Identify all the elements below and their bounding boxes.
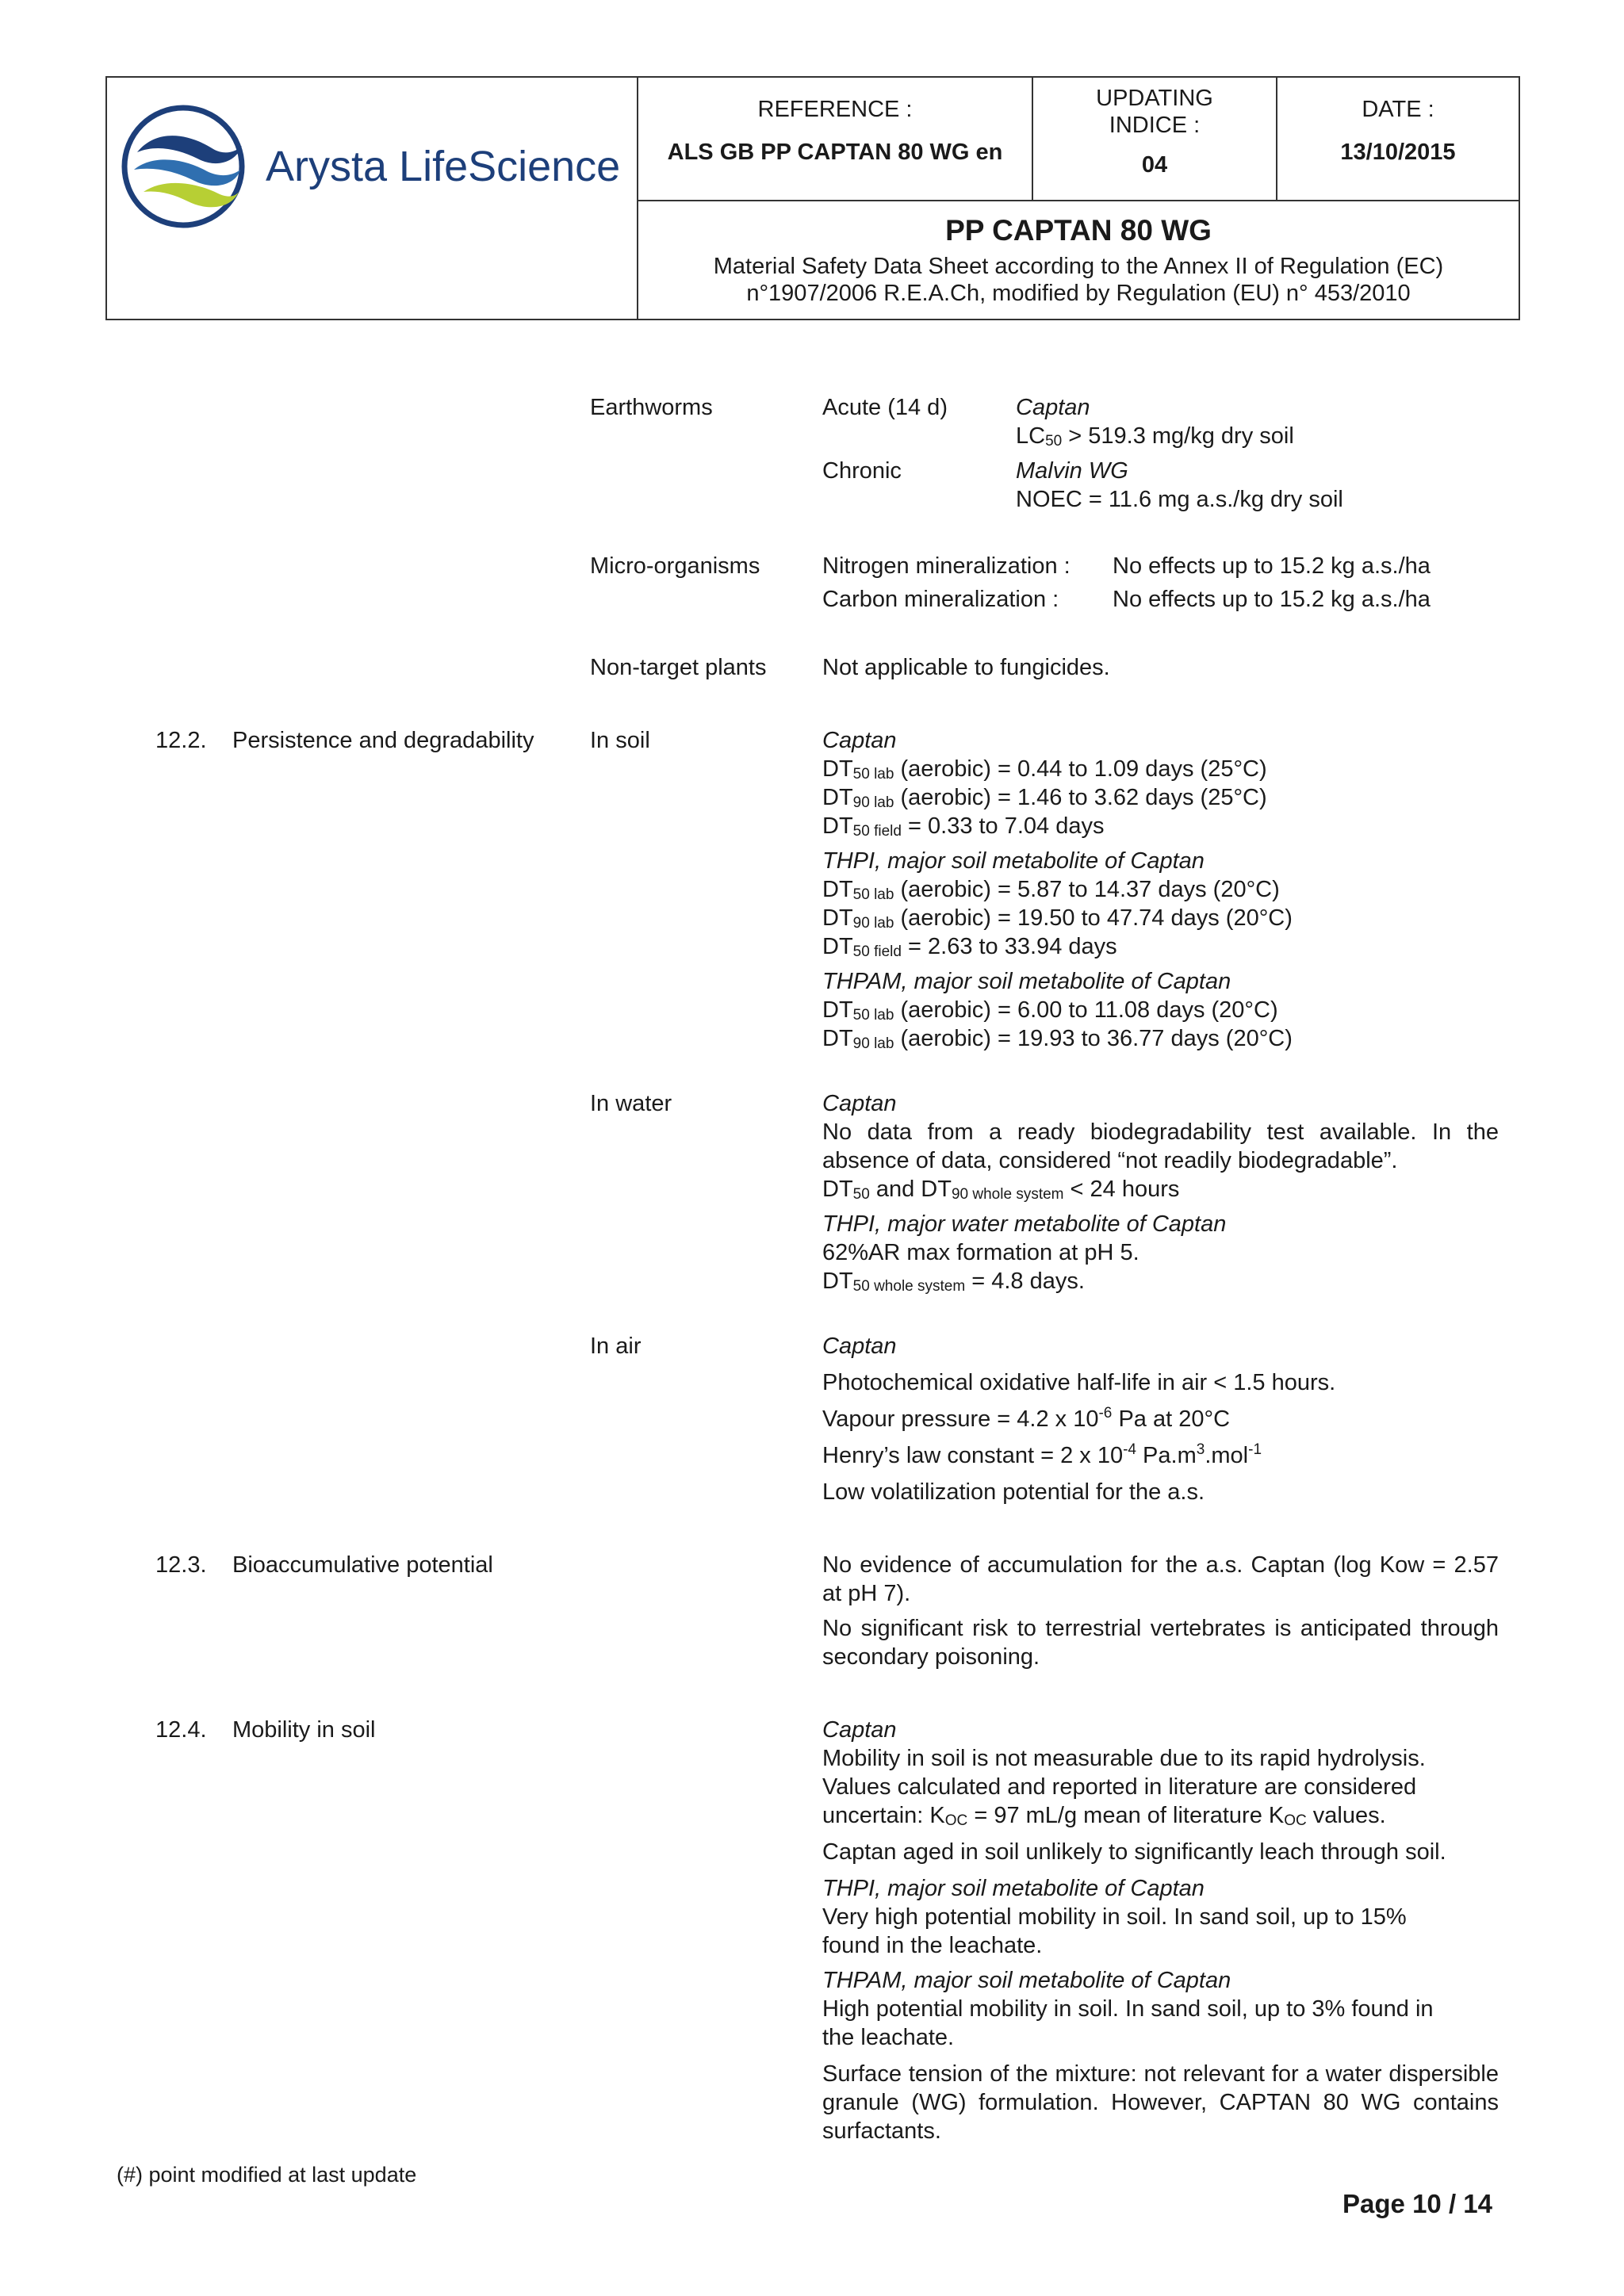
mobility-line: High potential mobility in soil. In sand soil, up to 3% found in	[822, 1996, 1434, 2022]
company-logo	[120, 103, 627, 230]
dt-line: DT50 field = 2.63 to 33.94 days	[822, 934, 1117, 960]
nontarget-label: Non-target plants	[590, 655, 767, 680]
mobility-line: Mobility in soil is not measurable due to its rapid hydrolysis.	[822, 1746, 1426, 1771]
header-subtitle: n°1907/2006 R.E.A.Ch, modified by Regulation (EU) n° 453/2010	[746, 281, 1411, 306]
in-water-label: In water	[590, 1091, 672, 1116]
section-number: 12.3.	[155, 1552, 207, 1578]
section-title: Bioaccumulative potential	[232, 1552, 493, 1578]
earthworms-label: Earthworms	[590, 395, 713, 420]
dt-line: DT90 lab (aerobic) = 19.50 to 47.74 days (20°C)	[822, 905, 1293, 932]
air-line: Photochemical oxidative half-life in air < 1.5 hours.	[822, 1370, 1336, 1395]
updating-label: INDICE :	[1109, 113, 1201, 138]
acute-label: Acute (14 d)	[822, 395, 948, 420]
mobility-line: Captan aged in soil unlikely to significantly leach through soil.	[822, 1839, 1446, 1865]
dt-line: DT50 and DT90 whole system < 24 hours	[822, 1177, 1180, 1203]
date-label: DATE :	[1362, 97, 1434, 122]
dt-line: DT50 whole system = 4.8 days.	[822, 1269, 1085, 1295]
dt-line: DT50 lab (aerobic) = 5.87 to 14.37 days (20°C)	[822, 877, 1280, 903]
nitrogen-value: No effects up to 15.2 kg a.s./ha	[1113, 553, 1431, 579]
metabolite-heading: THPI, major water metabolite of Captan	[822, 1211, 1227, 1237]
updating-label: UPDATING	[1096, 86, 1213, 111]
air-line: Vapour pressure = 4.2 x $10^{-6}$ Pa at 20°C	[822, 1405, 1231, 1432]
reference-value: ALS GB PP CAPTAN 80 WG en	[667, 140, 1003, 165]
header-divider	[637, 200, 1519, 201]
in-soil-label: In soil	[590, 728, 650, 753]
dt-line: DT90 lab (aerobic) = 1.46 to 3.62 days (25°C)	[822, 785, 1267, 811]
header-subtitle: Material Safety Data Sheet according to the Annex II of Regulation (EC)	[713, 254, 1444, 279]
updating-value: 04	[1141, 152, 1168, 178]
metabolite-heading: THPI, major soil metabolite of Captan	[822, 1876, 1205, 1901]
section-number: 12.2.	[155, 728, 207, 753]
metabolite-heading: THPAM, major soil metabolite of Captan	[822, 969, 1231, 994]
date-value: 13/10/2015	[1340, 140, 1456, 165]
surface-tension-paragraph: Surface tension of the mixture: not relevant for a water dispersible granule (WG) formulation. However, CAPTAN 80 WG contains surfactants.	[822, 2061, 1499, 2144]
substance-name: Malvin WG	[1016, 458, 1128, 484]
dt-line: DT50 field = 0.33 to 7.04 days	[822, 813, 1105, 840]
section-title: Persistence and degradability	[232, 728, 534, 753]
substance-name: Captan	[822, 1717, 897, 1743]
dt-line: DT90 lab (aerobic) = 19.93 to 36.77 days (20°C)	[822, 1026, 1293, 1052]
section-title: Mobility in soil	[232, 1717, 376, 1743]
document-header	[105, 76, 1520, 320]
logo-wordmark: Arysta LifeScience	[266, 143, 621, 190]
mobility-line: found in the leachate.	[822, 1933, 1043, 1958]
substance-name: Captan	[822, 728, 897, 753]
metabolite-heading: THPI, major soil metabolite of Captan	[822, 848, 1205, 874]
acute-value: LC50 > 519.3 mg/kg dry soil	[1016, 423, 1294, 450]
air-line: Henry’s law constant = 2 x $10^{-4}$ $Pa.m^3.mol^{-1}$	[822, 1441, 1262, 1468]
metabolite-heading: THPAM, major soil metabolite of Captan	[822, 1968, 1231, 1993]
nitrogen-label: Nitrogen mineralization :	[822, 553, 1071, 579]
section-number: 12.4.	[155, 1717, 207, 1743]
bioaccumulation-paragraph: No significant risk to terrestrial vertebrates is anticipated through secondary poisoning.	[822, 1616, 1499, 1670]
product-title: PP CAPTAN 80 WG	[945, 214, 1212, 247]
nontarget-value: Not applicable to fungicides.	[822, 655, 1110, 680]
bioaccumulation-paragraph: No evidence of accumulation for the a.s. Captan (log Kow = 2.57 at pH 7).	[822, 1552, 1499, 1606]
mobility-line: Very high potential mobility in soil. In sand soil, up to 15%	[822, 1904, 1407, 1930]
page-number: Page 10 / 14	[1342, 2189, 1492, 2218]
logo-emblem-icon	[120, 103, 247, 230]
air-line: Low volatilization potential for the a.s.	[822, 1479, 1205, 1505]
mobility-line: the leachate.	[822, 2025, 955, 2050]
water-paragraph: No data from a ready biodegradability test available. In the absence of data, considered “not readily biodegradable”.	[822, 1119, 1499, 1173]
substance-name: Captan	[822, 1091, 897, 1116]
mobility-line: uncertain: KOC = 97 mL/g mean of literature KOC values.	[822, 1803, 1386, 1829]
dt-line: DT50 lab (aerobic) = 0.44 to 1.09 days (25°C)	[822, 756, 1267, 783]
substance-name: Captan	[1016, 395, 1090, 420]
mobility-line: Values calculated and reported in literature are considered	[822, 1774, 1417, 1800]
footer-note: (#) point modified at last update	[117, 2163, 417, 2187]
chronic-label: Chronic	[822, 458, 902, 484]
dt-line: DT50 lab (aerobic) = 6.00 to 11.08 days (20°C)	[822, 997, 1278, 1024]
water-line: 62%AR max formation at pH 5.	[822, 1240, 1139, 1265]
chronic-value: NOEC = 11.6 mg a.s./kg dry soil	[1016, 487, 1343, 512]
in-air-label: In air	[590, 1334, 642, 1359]
carbon-value: No effects up to 15.2 kg a.s./ha	[1113, 587, 1431, 612]
substance-name: Captan	[822, 1334, 897, 1359]
carbon-label: Carbon mineralization :	[822, 587, 1059, 612]
micro-label: Micro-organisms	[590, 553, 760, 579]
reference-label: REFERENCE :	[757, 97, 913, 122]
